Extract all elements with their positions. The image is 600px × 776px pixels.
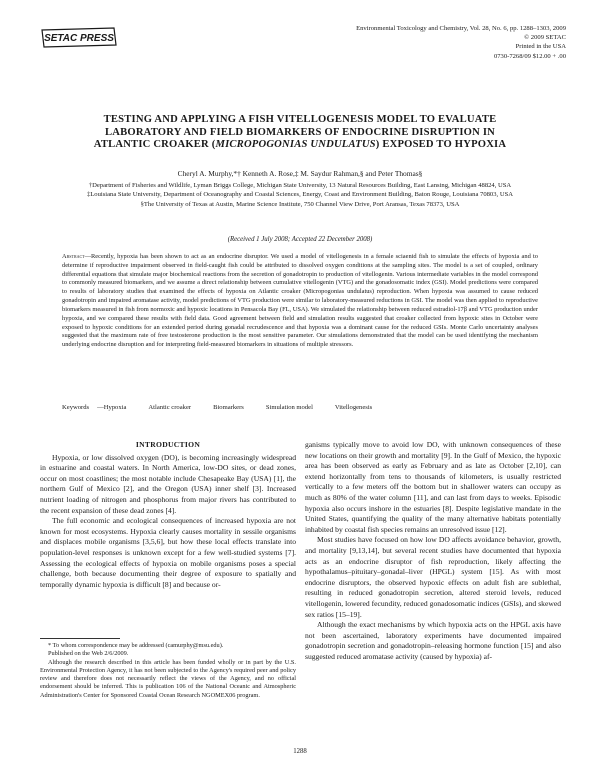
- keyword: Biomarkers: [213, 404, 244, 411]
- affiliations: [60, 181, 540, 209]
- footnote-correspondence: * To whom correspondence may be addressed (camurphy@msu.edu).: [48, 642, 224, 649]
- article-title: [40, 114, 560, 152]
- keyword: —Hypoxia: [97, 404, 127, 411]
- keyword: Atlantic croaker: [148, 404, 192, 411]
- title-line-3-pre: ATLANTIC CROAKER (: [93, 139, 216, 151]
- body-paragraph: The full economic and ecological consequences of increased hypoxia are not known for most ecosystems. Hypoxia clearly causes mortality in sessile organisms and displaces mobile organisms [3,5,6], but how these local effects translate into population-level responses is unknown except for a few well-studied systems [7]. Assessing the ecological effects of hypoxia on mobile organisms poses a special challenge, both because documenting their degree of exposure to spatially and temporally dynamic hypoxia is difficult [8] and because or-: [40, 516, 296, 589]
- abstract-label: Abstract: [62, 253, 85, 260]
- keyword: Simulation model: [265, 404, 313, 411]
- title-line-1: TESTING AND APPLYING A FISH VITELLOGENESIS MODEL TO EVALUATE: [103, 114, 497, 125]
- left-column: [40, 440, 296, 590]
- title-line-3: [40, 139, 560, 152]
- affiliation-3: §The University of Texas at Austin, Marine Science Institute, 750 Channel View Drive, Port Aransas, Texas 78373, USA: [140, 200, 460, 208]
- footnote-published: Published on the Web 2/6/2009.: [48, 650, 129, 658]
- title-line-2: LABORATORY AND FIELD BIOMARKERS OF ENDOCRINE DISRUPTION IN: [105, 126, 495, 138]
- setac-press-logo: [40, 26, 118, 48]
- received-dates: (Received 1 July 2008; Accepted 22 December 2008): [227, 236, 373, 243]
- body-paragraph: Most studies have focused on how low DO affects avoidance behavior, growth, and mortality [9,13,14], but several recent studies have documented that hypoxia acts as an endocrine disruptor of fish reproduction, likely affecting the hypothalamus–pituitary–gonadal–liver (HPGL) system [15]. As with most endocrine disruptors, the observed hypoxic effects on adult fish are sublethal, resulting in reduced gonadotropin secretion, altered steroid levels, reduced vitellogenin, lowered fecundity, reduced gonadosomatic indices (GSIs), and skewed sex ratios [15–19].: [305, 535, 561, 619]
- page-number: 1288: [293, 748, 307, 755]
- author-list: Cheryl A. Murphy,*† Kenneth A. Rose,‡ M. Saydur Rahman,§ and Peter Thomas§: [177, 169, 423, 178]
- affiliation-2: ‡Louisiana State University, Department of Oceanography and Coastal Sciences, Energy, Coast and Environment Building, Baton Rouge, Louisiana 70803, USA: [86, 191, 514, 199]
- footnote-disclaimer: Although the research described in this article has been funded wholly or in part by the U.S. Environmental Protection Agency, it has not been subjected to the Agency's required peer and policy review and therefore does not necessarily reflect the views of the Agency, and no official endorsement should be inferred. This is publication 106 of the National Oceanic and Atmospheric Administration's Center for Sponsored Coastal Ocean Research NGOMEX06 program.: [40, 658, 296, 699]
- logo-text: SETAC PRESS: [44, 33, 114, 44]
- keyword: Vitellogenesis: [334, 404, 373, 411]
- printed-in: Printed in the USA: [515, 43, 566, 51]
- title-species: MICROPOGONIAS UNDULATUS: [215, 139, 376, 151]
- footnotes: [40, 642, 296, 700]
- abstract: [62, 253, 538, 350]
- body-paragraph: Although the exact mechanisms by which hypoxia acts on the HPGL axis have not been ascertained, laboratory experiments have documented impaired gonadotropin secretion and gonadotropin–releasing hormone function [15] and also suggested reduced aromatase activity (caused by hypoxia) af-: [305, 620, 561, 661]
- body-paragraph: Hypoxia, or low dissolved oxygen (DO), is becoming increasingly widespread in estuarine and coastal waters. In North America, low-DO sites, or dead zones, occur on most coastlines; the most notable include Chesapeake Bay (USA) [1], the northern Gulf of Mexico [2], and the Oregon (USA) inner shelf [3]. Increased nutrient loading of nitrogen and phosphorus from major rivers has contributed to the recent expansion of these dead zones [4].: [40, 452, 296, 515]
- issn-price: 0730-7268/09 $12.00 + .00: [493, 52, 566, 60]
- introduction-heading: INTRODUCTION: [135, 440, 201, 449]
- keywords: [62, 404, 538, 411]
- journal-info: [266, 24, 566, 61]
- footnote-divider: [40, 638, 120, 639]
- right-column: [305, 440, 561, 662]
- copyright: © 2009 SETAC: [524, 34, 566, 42]
- abstract-text: —Recently, hypoxia has been shown to act as an endocrine disruptor. We used a model of vitellogenesis in a female sciaenid fish to simulate the effects of hypoxia and to determine if reproductive impairment observed in field-caught fish could be attributed to dissolved oxygen conditions at the sampling sites. The model is a set of coupled, ordinary differential equations that simulate major biochemical reactions from the secretion of gonadotropin to production of vitellogenin. Various intermediate variables in the model correspond to commonly measured biomarkers, and we assume a direct relationship between cumulative vitellogenin (VTG) and the gonadosomatic index (GSI). Model predictions were compared to results of laboratory studies that examined the effects of hypoxia on Atlantic croaker (Micropogonias undulatus) reproduction. When hypoxia was assumed to cause reduced gonadotropin and impaired aromatase activity, model predictions of VTG production were similar to laboratory-measured reductions in GSI. The model was then applied to reproductive biomarkers measured in fish from normoxic and hypoxic locations in Pensacola Bay (FL, USA). We simulated the relationship between reduced estradiol-17β and VTG production under hypoxia, and we compared these results with field data. Good agreement between field and simulation results suggested that croaker collected from hypoxic sites in October were exposed to hypoxic conditions for an extended period during gonadal recrudescence and that hypoxia was a dominant cause for the reduced GSIs. Monte Carlo uncertainty analyses suggested that the maximum rate of free testosterone production is the most sensitive parameter. Our simulations demonstrated that the model can be used identifying the mechanism underlying endocrine disruption and for interpreting field-measured biomarkers in situations of multiple stressors.: [62, 253, 538, 349]
- affiliation-1: †Department of Fisheries and Wildlife, Lyman Briggs College, Michigan State University, 13 Natural Resources Building, East Lansing, Michigan 48824, USA: [88, 182, 512, 189]
- body-paragraph: ganisms typically move to avoid low DO, with unknown consequences of these new locations on their growth and mortality [9]. In the Gulf of Mexico, the hypoxic area has been observed as early as February and as late as October [2,10], can extend horizontally from tens to thousands of kilometers, is usually restricted vertically to a few meters off the bottom but in shallower waters can occupy as much as 80% of the water column [11], and can last from days to weeks. Episodic hypoxia also occurs inshore in the estuaries [8]. Despite legislative mandate in the United States, quantifying the quality of the many alternative habitats potentially inhabited by coastal fish species remains an unresolved issue [12].: [305, 440, 561, 534]
- journal-citation: Environmental Toxicology and Chemistry, Vol. 28, No. 6, pp. 1288–1303, 2009: [356, 25, 566, 32]
- title-line-3-post: ) EXPOSED TO HYPOXIA: [375, 139, 507, 151]
- keywords-label: Keywords: [62, 404, 90, 411]
